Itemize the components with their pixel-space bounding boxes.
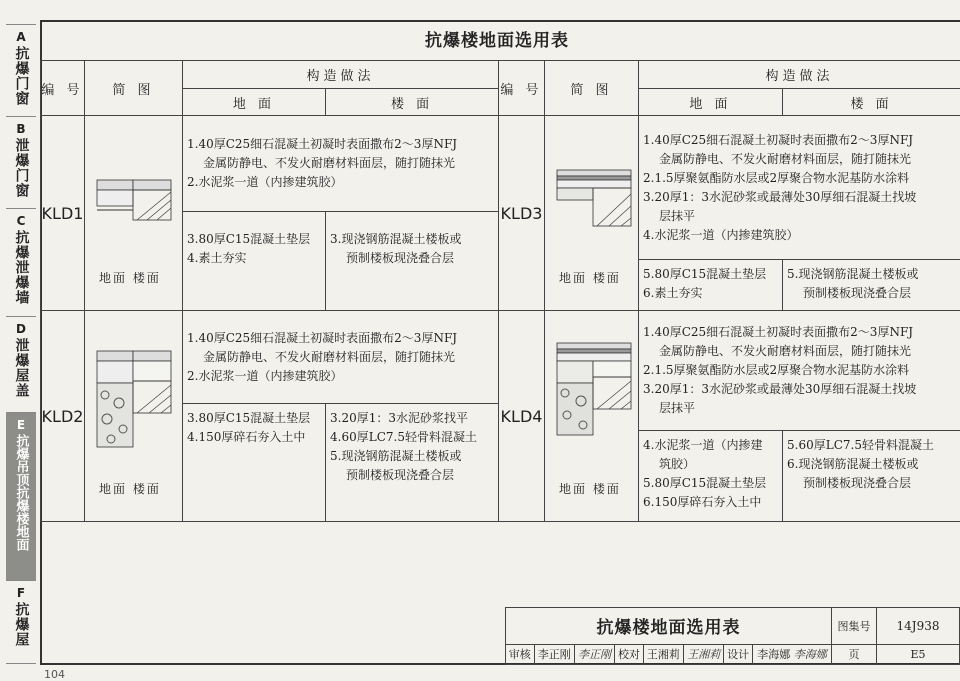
side-tab-e[interactable] bbox=[6, 412, 36, 580]
col-header-ground: 地 面 bbox=[639, 89, 783, 116]
section-diagram-icon bbox=[93, 176, 173, 226]
selection-table-right bbox=[498, 60, 960, 522]
section-diagram-icon bbox=[553, 339, 633, 449]
section-diagram-icon bbox=[93, 347, 173, 457]
layer-line: 2.水泥浆一道（内掺建筑胶） bbox=[187, 367, 494, 386]
side-tab-c[interactable] bbox=[6, 208, 36, 316]
col-header-code: 编 号 bbox=[41, 61, 85, 116]
side-tab-d[interactable] bbox=[6, 316, 36, 412]
col-header-construction: 构造做法 bbox=[639, 61, 960, 89]
layer-line: 6.现浇钢筋混凝土楼板或 bbox=[787, 455, 956, 474]
floor-layers-kld2 bbox=[326, 404, 499, 522]
layer-line: 6.150厚碎石夯入土中 bbox=[643, 493, 778, 512]
side-tab-a[interactable] bbox=[6, 24, 36, 116]
layer-line: 4.60厚LC7.5轻骨料混凝土 bbox=[330, 428, 494, 447]
layer-line: 6.素土夯实 bbox=[643, 284, 778, 303]
floor-layers-kld3 bbox=[783, 260, 960, 311]
page-title: 抗爆楼地面选用表 bbox=[40, 26, 954, 51]
layer-line: 5.80厚C15混凝土垫层 bbox=[643, 474, 778, 493]
side-tab-letter: B bbox=[16, 121, 25, 138]
layer-line: 金属防静电、不发火耐磨材料面层，随打随抹光 bbox=[187, 348, 494, 367]
layer-line: 3.20厚1：3水泥砂浆或最薄处30厚细石混凝土找坡 bbox=[643, 188, 956, 207]
side-tab-label: 抗爆泄爆墙 bbox=[13, 230, 30, 305]
side-tab-letter: E bbox=[17, 417, 25, 434]
reviewer-name: 李正刚 bbox=[534, 644, 574, 664]
layer-line: 预制楼板现浇叠合层 bbox=[330, 466, 494, 485]
reviewer-signature: 李正刚 bbox=[574, 644, 614, 664]
side-tab-letter: D bbox=[16, 321, 26, 338]
col-header-floor: 楼 面 bbox=[326, 89, 499, 116]
design-label: 设计 bbox=[724, 644, 753, 664]
layer-line: 1.40厚C25细石混凝土初凝时表面撒布2～3厚NFJ bbox=[643, 323, 956, 342]
layer-line: 2.1.5厚聚氨酯防水层或2厚聚合物水泥基防水涂料 bbox=[643, 361, 956, 380]
side-tab-label: 泄爆门窗 bbox=[13, 138, 30, 198]
side-tab-f[interactable] bbox=[6, 580, 36, 664]
ground-layers-kld3 bbox=[639, 260, 783, 311]
col-header-diagram: 简 图 bbox=[545, 61, 639, 116]
layer-line: 4.素土夯实 bbox=[187, 249, 321, 268]
layer-line: 5.80厚C15混凝土垫层 bbox=[643, 265, 778, 284]
page-code: E5 bbox=[877, 644, 960, 664]
diagram-caption: 地面 楼面 bbox=[559, 269, 621, 286]
layer-line: 2.水泥浆一道（内掺建筑胶） bbox=[187, 173, 494, 192]
col-header-ground: 地 面 bbox=[183, 89, 326, 116]
atlas-number: 14J938 bbox=[877, 608, 960, 645]
designer-name bbox=[752, 644, 831, 664]
checker-signature: 王湘莉 bbox=[684, 644, 724, 664]
layer-line: 5.现浇钢筋混凝土楼板或 bbox=[787, 265, 956, 284]
title-block bbox=[505, 607, 960, 665]
layer-line: 5.现浇钢筋混凝土楼板或 bbox=[330, 447, 494, 466]
layer-line: 1.40厚C25细石混凝土初凝时表面撒布2～3厚NFJ bbox=[187, 135, 494, 154]
side-tab-label: 抗爆屋 bbox=[13, 602, 30, 647]
diagram-kld3 bbox=[545, 116, 639, 311]
layer-line: 3.80厚C15混凝土垫层 bbox=[187, 409, 321, 428]
layer-line: 筑胶） bbox=[643, 455, 778, 474]
row-code-kld3: KLD3 bbox=[499, 116, 545, 311]
diagram-caption: 地面 楼面 bbox=[99, 480, 161, 497]
layer-line: 1.40厚C25细石混凝土初凝时表面撒布2～3厚NFJ bbox=[187, 329, 494, 348]
page-number: 104 bbox=[44, 668, 65, 681]
side-tab-letter: A bbox=[16, 29, 25, 46]
layer-line: 3.现浇钢筋混凝土楼板或 bbox=[330, 230, 494, 249]
col-header-code: 编 号 bbox=[499, 61, 545, 116]
layer-line: 预制楼板现浇叠合层 bbox=[787, 474, 956, 493]
ground-layers-kld1 bbox=[183, 212, 326, 311]
designer-signature: 李海娜 bbox=[794, 648, 827, 661]
layer-line: 层抹平 bbox=[643, 399, 956, 418]
floor-layers-kld4 bbox=[783, 431, 960, 522]
ground-layers-kld4 bbox=[639, 431, 783, 522]
diagram-caption: 地面 楼面 bbox=[99, 269, 161, 286]
layer-line: 金属防静电、不发火耐磨材料面层，随打随抹光 bbox=[187, 154, 494, 173]
shared-layers-kld1 bbox=[183, 116, 499, 212]
side-tab-label: 抗爆门窗 bbox=[13, 46, 30, 106]
layer-line: 4.150厚碎石夯入土中 bbox=[187, 428, 321, 447]
side-tab-label: 泄爆屋盖 bbox=[13, 338, 30, 398]
side-tab-b[interactable] bbox=[6, 116, 36, 208]
layer-line: 3.20厚1：3水泥砂浆或最薄处30厚细石混凝土找坡 bbox=[643, 380, 956, 399]
layer-line: 4.水泥浆一道（内掺建筑胶） bbox=[643, 226, 956, 245]
layer-line: 2.1.5厚聚氨酯防水层或2厚聚合物水泥基防水涂料 bbox=[643, 169, 956, 188]
selection-table-left bbox=[40, 60, 499, 522]
layer-line: 金属防静电、不发火耐磨材料面层，随打随抹光 bbox=[643, 150, 956, 169]
layer-line: 层抹平 bbox=[643, 207, 956, 226]
diagram-kld2 bbox=[85, 311, 183, 522]
row-code-kld4: KLD4 bbox=[499, 311, 545, 522]
col-header-diagram: 简 图 bbox=[85, 61, 183, 116]
layer-line: 预制楼板现浇叠合层 bbox=[330, 249, 494, 268]
shared-layers-kld2 bbox=[183, 311, 499, 404]
shared-layers-kld4 bbox=[639, 311, 960, 431]
row-code-kld1: KLD1 bbox=[41, 116, 85, 311]
title-block-title: 抗爆楼地面选用表 bbox=[506, 608, 832, 645]
layer-line: 5.60厚LC7.5轻骨料混凝土 bbox=[787, 436, 956, 455]
side-tab-label: 抗爆吊顶抗爆楼地面 bbox=[14, 434, 29, 551]
side-tab-letter: C bbox=[17, 213, 26, 230]
checker-name: 王湘莉 bbox=[643, 644, 683, 664]
check-label: 校对 bbox=[615, 644, 644, 664]
col-header-construction: 构造做法 bbox=[183, 61, 499, 89]
layer-line: 1.40厚C25细石混凝土初凝时表面撒布2～3厚NFJ bbox=[643, 131, 956, 150]
diagram-kld1 bbox=[85, 116, 183, 311]
layer-line: 4.水泥浆一道（内掺建 bbox=[643, 436, 778, 455]
layer-line: 3.80厚C15混凝土垫层 bbox=[187, 230, 321, 249]
shared-layers-kld3 bbox=[639, 116, 960, 260]
row-code-kld2: KLD2 bbox=[41, 311, 85, 522]
section-diagram-icon bbox=[553, 166, 633, 236]
side-tab-letter: F bbox=[17, 585, 25, 602]
layer-line: 预制楼板现浇叠合层 bbox=[787, 284, 956, 303]
layer-line: 3.20厚1：3水泥砂浆找平 bbox=[330, 409, 494, 428]
review-label: 审核 bbox=[506, 644, 535, 664]
page-label: 页 bbox=[832, 644, 877, 664]
designer-name-text: 李海娜 bbox=[757, 648, 790, 661]
col-header-floor: 楼 面 bbox=[783, 89, 960, 116]
floor-layers-kld1 bbox=[326, 212, 499, 311]
atlas-label: 图集号 bbox=[832, 608, 877, 645]
ground-layers-kld2 bbox=[183, 404, 326, 522]
diagram-caption: 地面 楼面 bbox=[559, 480, 621, 497]
layer-line: 金属防静电、不发火耐磨材料面层，随打随抹光 bbox=[643, 342, 956, 361]
diagram-kld4 bbox=[545, 311, 639, 522]
